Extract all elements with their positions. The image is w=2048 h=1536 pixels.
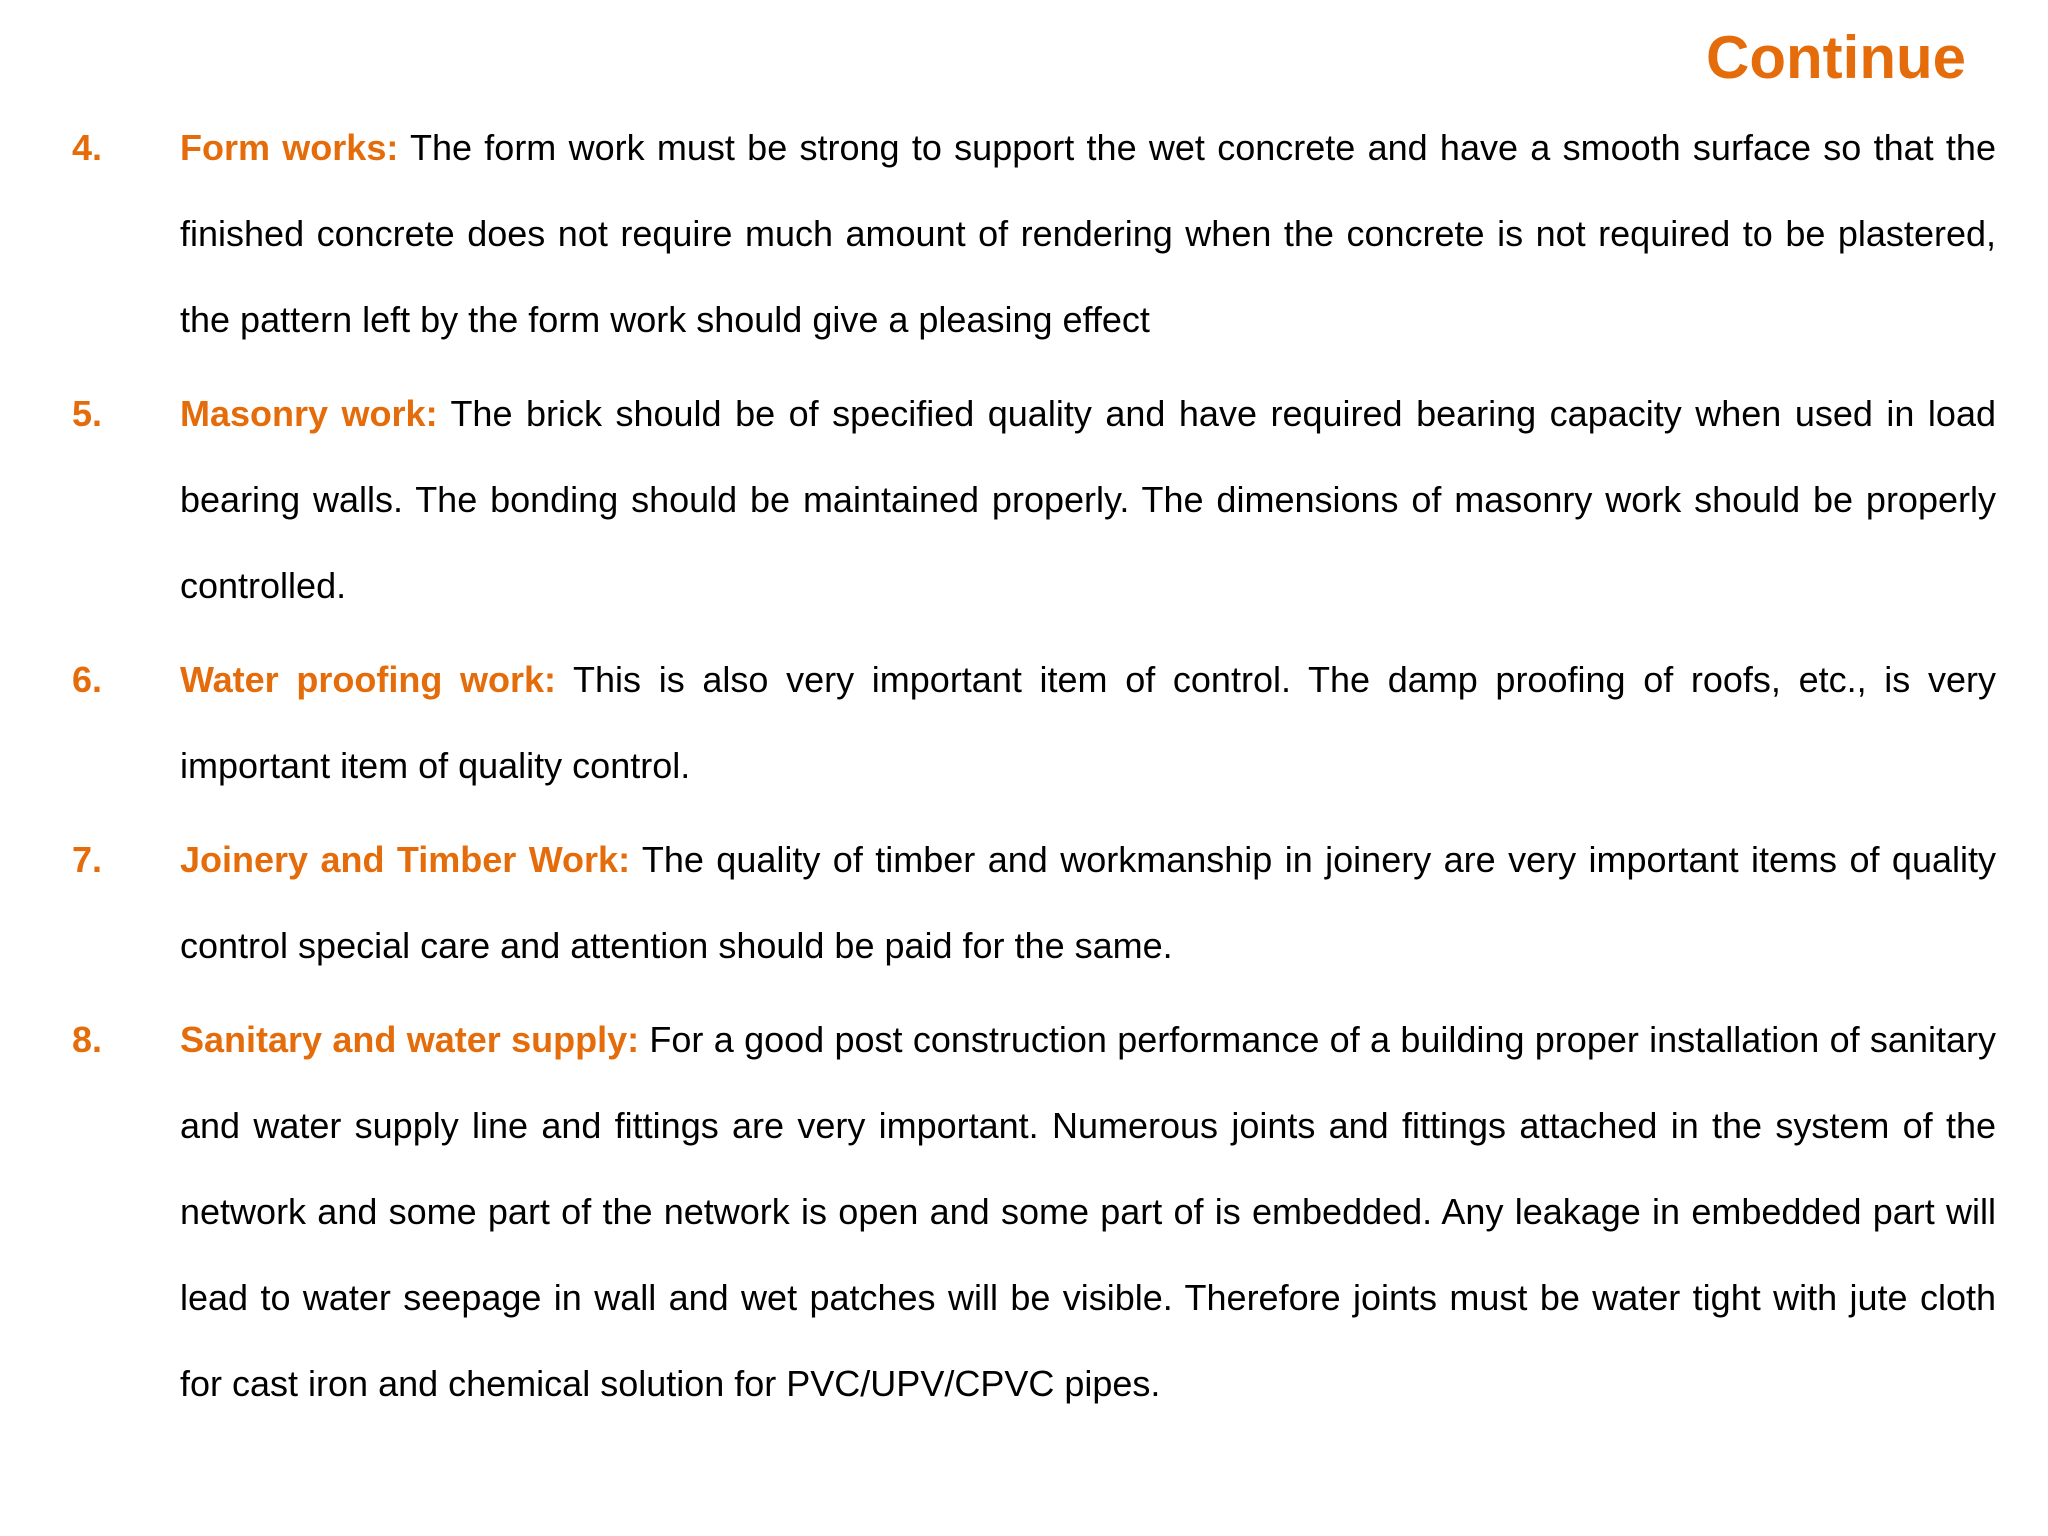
item-label: Joinery and Timber Work:: [180, 839, 631, 880]
item-text: This is also very important item of control. The damp proofing of roofs, etc., is very important item of quality control.: [180, 659, 1996, 786]
slide-title: Continue: [1706, 24, 1966, 91]
item-number: 7.: [72, 839, 103, 880]
item-content: [180, 817, 1996, 989]
list-item: [0, 371, 2048, 629]
item-number: 4.: [72, 127, 103, 168]
item-text: The form work must be strong to support the wet concrete and have a smooth surface so that the finished concrete does not require much amount of rendering when the concrete is not required to be plastered, the pattern left by the form work should give a pleasing effect: [180, 127, 1996, 340]
item-label: Form works:: [180, 127, 399, 168]
item-text: The brick should be of specified quality and have required bearing capacity when used in load bearing walls. The bonding should be maintained properly. The dimensions of masonry work should be properly controlled.: [180, 393, 1996, 606]
item-label: Water proofing work:: [180, 659, 556, 700]
item-text: For a good post construction performance of a building proper installation of sanitary and water supply line and fittings are very important. Numerous joints and fittings attached in the system of the network and some part of the network is open and some part of is embedded. Any leakage in embedded part will lead to water seepage in wall and wet patches will be visible. Therefore joints must be water tight with jute cloth for cast iron and chemical solution for PVC/UPV/CPVC pipes.: [180, 1019, 1996, 1404]
list-item: [0, 997, 2048, 1427]
numbered-list: [0, 105, 2048, 1435]
item-label: Sanitary and water supply:: [180, 1019, 640, 1060]
list-item: [0, 105, 2048, 363]
item-label: Masonry work:: [180, 393, 438, 434]
item-number: 5.: [72, 393, 103, 434]
item-content: [180, 997, 1996, 1427]
item-content: [180, 637, 1996, 809]
list-item: [0, 637, 2048, 809]
item-number: 8.: [72, 1019, 103, 1060]
list-item: [0, 817, 2048, 989]
item-number: 6.: [72, 659, 103, 700]
item-content: [180, 371, 1996, 629]
item-content: [180, 105, 1996, 363]
item-text: The quality of timber and workmanship in joinery are very important items of quality control special care and attention should be paid for the same.: [180, 839, 1996, 966]
